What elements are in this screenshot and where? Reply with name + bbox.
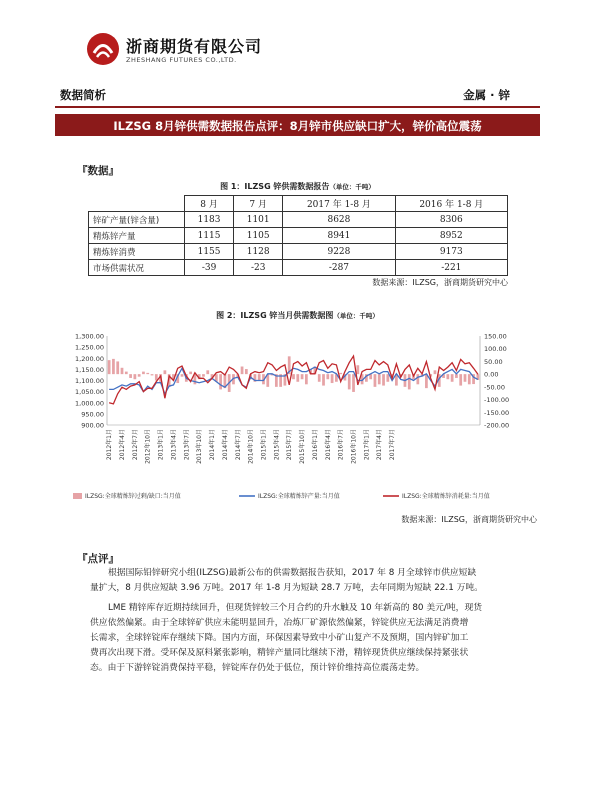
y-right-tick-label: 50.00 [484, 357, 503, 366]
surplus-bar [331, 374, 334, 383]
supply-demand-table [88, 195, 508, 276]
surplus-bar [116, 361, 119, 374]
x-tick-label: 2016年1月 [311, 429, 319, 461]
table-cell: 1155 [185, 244, 234, 260]
table-cell: -221 [395, 260, 507, 276]
y-left-tick-label: 1,250.00 [75, 343, 104, 352]
table-column-header: 8 月 [185, 196, 234, 212]
table-row [89, 212, 508, 228]
surplus-bar [352, 374, 355, 392]
surplus-bar [382, 374, 385, 385]
surplus-bar [241, 367, 244, 375]
table-title [0, 181, 595, 192]
table-column-header: 2016 年 1-8 月 [395, 196, 507, 212]
surplus-bar [164, 370, 167, 374]
table-column-header: 2017 年 1-8 月 [283, 196, 395, 212]
x-tick-label: 2013年10月 [196, 429, 204, 464]
surplus-bar [434, 370, 437, 374]
surplus-bar [245, 369, 248, 374]
y-left-tick-label: 1,000.00 [75, 399, 104, 408]
surplus-bar [125, 372, 128, 375]
table-corner [89, 196, 185, 212]
y-left-tick-label: 900.00 [81, 421, 104, 430]
surplus-bar [305, 374, 308, 384]
x-tick-label: 2012年7月 [131, 429, 139, 461]
surplus-bar [339, 373, 342, 374]
surplus-bar [408, 374, 411, 389]
legend-label: ILZSG:全球精炼锌消耗量:当月值 [402, 493, 490, 500]
table-cell: 1115 [185, 228, 234, 244]
table-cell: 8952 [395, 228, 507, 244]
paragraph-line: 量扩大，8 月供应短缺 3.96 万吨。2017 年 1-8 月为短缺 28.7 万吨，去年同期为短缺 22.1 万吨。 [90, 583, 483, 593]
table-cell: 9228 [283, 244, 395, 260]
surplus-bar [138, 374, 141, 377]
section-topic: 金属 · 锌 [463, 88, 510, 102]
x-tick-label: 2013年4月 [170, 429, 178, 461]
report-title-bar [55, 114, 540, 136]
y-right-tick-label: 100.00 [484, 345, 507, 354]
chart-unit: （单位：千吨） [333, 312, 379, 320]
x-tick-label: 2014年4月 [221, 429, 229, 461]
surplus-bar [386, 374, 389, 382]
chart-title-text: 图 2：ILZSG 锌当月供需数据图 [216, 311, 334, 320]
table-row [89, 228, 508, 244]
y-right-tick-label: -150.00 [484, 408, 510, 417]
surplus-bar [121, 368, 124, 374]
x-tick-label: 2017年4月 [376, 429, 384, 461]
surplus-bar [258, 374, 261, 380]
table-cell: -39 [185, 260, 234, 276]
legend-swatch [73, 493, 82, 499]
table-cell: 8628 [283, 212, 395, 228]
y-left-tick-label: 1,150.00 [75, 365, 104, 374]
y-right-tick-label: 150.00 [484, 332, 507, 341]
surplus-bar [446, 374, 449, 379]
legend-label: ILZSG:全球精炼锌过剩/缺口:当月值 [85, 493, 181, 500]
x-tick-label: 2012年10月 [144, 429, 152, 464]
y-left-tick-label: 1,100.00 [75, 377, 104, 385]
surplus-bar [189, 372, 192, 375]
table-cell: -287 [283, 260, 395, 276]
row-label: 市场供需状况 [89, 260, 185, 276]
company-logo-icon [86, 32, 120, 66]
surplus-bar [292, 374, 295, 379]
paragraph-line: 根据国际铅锌研究小组(ILZSG)最新公布的供需数据报告获知，2017 年 8 月全球锌市供应短缺 [108, 568, 477, 578]
table-source: 数据来源：ILZSG，浙商期货研究中心 [372, 278, 508, 287]
table-cell: 9173 [395, 244, 507, 260]
surplus-bar [378, 374, 381, 384]
paragraph-line: 态。由于下游锌锭消费保持平稳，锌锭库存仍处于低位，预计锌价维持高位震荡走势。 [90, 663, 425, 673]
section-category: 数据简析 [60, 88, 106, 102]
chart-title [0, 310, 595, 321]
surplus-bar [459, 374, 462, 385]
table-header-row [89, 196, 508, 212]
comment-paragraph-2 [90, 601, 520, 676]
x-tick-label: 2015年7月 [286, 429, 294, 461]
x-tick-label: 2014年7月 [234, 429, 242, 461]
surplus-bar [455, 374, 458, 378]
x-tick-label: 2013年7月 [183, 429, 191, 461]
row-label: 精炼锌产量 [89, 228, 185, 244]
x-tick-label: 2015年4月 [273, 429, 281, 461]
paragraph-line: 长需求，全球锌锭库存继续下降。国内方面，环保因素导致中小矿山复产不及预期，国内锌矿加工 [90, 633, 469, 643]
header-rule [55, 106, 540, 108]
surplus-bar [464, 374, 467, 382]
table-cell: 1183 [185, 212, 234, 228]
x-tick-label: 2012年1月 [106, 429, 114, 461]
surplus-bar [451, 374, 454, 382]
company-name-cn: 浙商期货有限公司 [126, 37, 263, 56]
surplus-bar [181, 374, 184, 377]
x-tick-label: 2016年4月 [324, 429, 332, 461]
paragraph-line: LME 精锌库存近期持续回升，但现货锌较三个月合约的升水触及 10 年新高的 80 美元/吨，现货 [108, 603, 483, 613]
surplus-bar [219, 374, 222, 389]
y-right-tick-label: 0.00 [484, 370, 499, 379]
chart-source: 数据来源：ILZSG，浙商期货研究中心 [401, 515, 537, 524]
surplus-bar [374, 374, 377, 387]
report-title: ILZSG 8月锌供需数据报告点评：8月锌市供应缺口扩大，锌价高位震荡 [113, 119, 482, 133]
surplus-bar [202, 374, 205, 377]
table-cell: 1105 [234, 228, 283, 244]
x-tick-label: 2016年7月 [337, 429, 345, 461]
paragraph-line: 费再次出现下滑。受环保及原料紧张影响，精锌产量同比继续下滑，精锌现货供应继续保持紧张状 [90, 648, 469, 658]
table-title-text: 图 1：ILZSG 锌供需数据报告 [220, 182, 330, 191]
surplus-bar [468, 374, 471, 384]
x-tick-label: 2015年10月 [299, 429, 307, 464]
x-tick-label: 2014年1月 [209, 429, 216, 461]
surplus-bar [129, 374, 132, 378]
x-tick-label: 2013年1月 [157, 429, 165, 461]
y-right-tick-label: -100.00 [484, 396, 510, 405]
table-row [89, 244, 508, 260]
company-name-en: ZHESHANG FUTURES CO.,LTD. [126, 56, 237, 64]
row-label: 锌矿产量(锌含量) [89, 212, 185, 228]
x-tick-label: 2017年7月 [389, 429, 397, 461]
comment-heading: 『点评』 [77, 553, 119, 565]
y-right-tick-label: -200.00 [484, 421, 510, 430]
data-heading: 『数据』 [77, 165, 119, 177]
surplus-bar [356, 365, 359, 374]
x-tick-label: 2016年10月 [350, 429, 358, 464]
supply-demand-chart [55, 326, 540, 516]
surplus-bar [326, 374, 329, 379]
surplus-bar [301, 374, 304, 379]
surplus-bar [146, 373, 149, 374]
table-row [89, 260, 508, 276]
surplus-bar [322, 374, 325, 385]
y-left-tick-label: 1,300.00 [75, 332, 104, 341]
y-right-tick-label: -50.00 [484, 383, 505, 392]
surplus-bar [206, 370, 209, 374]
table-column-header: 7 月 [234, 196, 283, 212]
y-left-tick-label: 1,200.00 [75, 354, 104, 363]
surplus-bar [296, 374, 299, 382]
surplus-bar [348, 374, 351, 389]
row-label: 精炼锌消费 [89, 244, 185, 260]
surplus-bar [108, 360, 111, 374]
table-cell: -23 [234, 260, 283, 276]
comment-paragraph-1 [90, 566, 520, 596]
surplus-bar [142, 372, 145, 375]
x-tick-label: 2017年1月 [363, 429, 371, 461]
surplus-bar [112, 359, 115, 374]
x-tick-label: 2015年1月 [260, 429, 268, 461]
table-cell: 1101 [234, 212, 283, 228]
surplus-bar [151, 374, 154, 375]
paragraph-line: 供应依然偏紧。由于全球锌矿供应未能明显回升，冶炼厂矿源依然偏紧，锌锭供应无法满足消费增 [90, 618, 469, 628]
x-tick-label: 2012年4月 [119, 429, 126, 461]
legend-label: ILZSG:全球精炼锌产量:当月值 [258, 493, 340, 500]
x-tick-label: 2014年10月 [247, 429, 255, 464]
table-cell: 8306 [395, 212, 507, 228]
table-cell: 1128 [234, 244, 283, 260]
surplus-bar [318, 374, 321, 382]
section-bar [55, 84, 540, 106]
surplus-bar [133, 374, 136, 379]
table-cell: 8941 [283, 228, 395, 244]
consumption-line [109, 356, 478, 404]
surplus-bar [416, 374, 419, 384]
table-unit: （单位：千吨） [329, 183, 375, 191]
y-left-tick-label: 950.00 [81, 410, 104, 419]
y-left-tick-label: 1,050.00 [75, 388, 104, 397]
